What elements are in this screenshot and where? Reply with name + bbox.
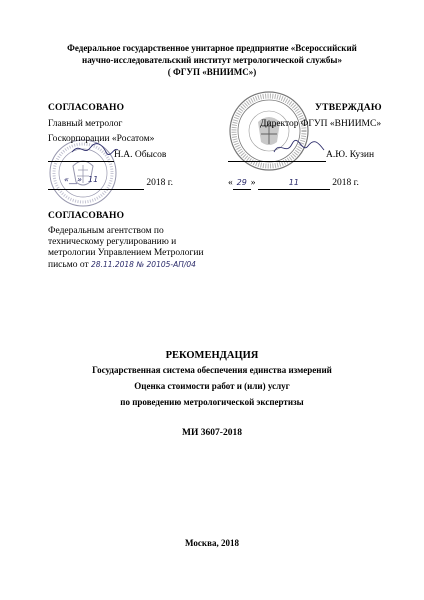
document-code: МИ 3607-2018	[182, 428, 242, 438]
approved-position: Директор ФГУП «ВНИИМС»	[260, 119, 382, 129]
approved-heading: УТВЕРЖДАЮ	[315, 103, 382, 113]
agreed-rosatom-signer: Н.А. Обысов	[114, 150, 167, 160]
agreed-heading-agency: СОГЛАСОВАНО	[48, 211, 125, 221]
agreed-agency-line-1: Федеральным агентством по	[48, 226, 164, 236]
approved-date-month: 11	[288, 178, 299, 187]
title-line-3: по проведению метрологической экспертизы	[120, 397, 304, 407]
organization-header	[30, 42, 394, 78]
letter-prefix: письмо от	[48, 260, 89, 270]
vniims-signature	[272, 138, 326, 158]
agreed-rosatom-organization: Госкорпорации «Росатом»	[48, 134, 155, 144]
date-handwritten-day: «__»	[64, 175, 82, 184]
org-line-2: научно-исследовательский институт метрологической службы»	[82, 55, 342, 65]
date-underline	[48, 177, 144, 190]
agreed-rosatom-year: 2018 г.	[146, 178, 173, 188]
org-line-1: Федеральное государственное унитарное предприятие «Всероссийский	[67, 43, 357, 53]
date-handwritten-month: 11	[88, 175, 99, 184]
agreed-rosatom-position: Главный метролог	[48, 119, 123, 129]
agreed-agency-line-2: техническому регулированию и	[48, 237, 177, 247]
approved-date: « 29 » 11 2018 г.	[228, 178, 359, 188]
agreed-agency-letter	[48, 259, 196, 271]
org-line-3: ( ФГУП «ВНИИМС»)	[167, 67, 257, 77]
approved-signer: А.Ю. Кузин	[326, 150, 375, 160]
title-line-2: Оценка стоимости работ и (или) услуг	[134, 381, 290, 391]
approved-date-day: 29	[236, 178, 247, 187]
title-line-1: Государственная система обеспечения единства измерений	[92, 365, 332, 375]
letter-handwritten-ref: 28.11.2018 № 20105-АП/04	[91, 260, 196, 269]
document-type: РЕКОМЕНДАЦИЯ	[165, 350, 259, 361]
rosatom-signature	[70, 140, 120, 158]
agreed-agency-line-3: метрологии Управлением Метрологии	[48, 248, 204, 258]
agreed-rosatom-date	[48, 177, 173, 190]
agreed-heading-rosatom: СОГЛАСОВАНО	[48, 103, 125, 113]
city-year: Москва, 2018	[185, 538, 239, 548]
approved-year: 2018 г.	[332, 178, 359, 188]
